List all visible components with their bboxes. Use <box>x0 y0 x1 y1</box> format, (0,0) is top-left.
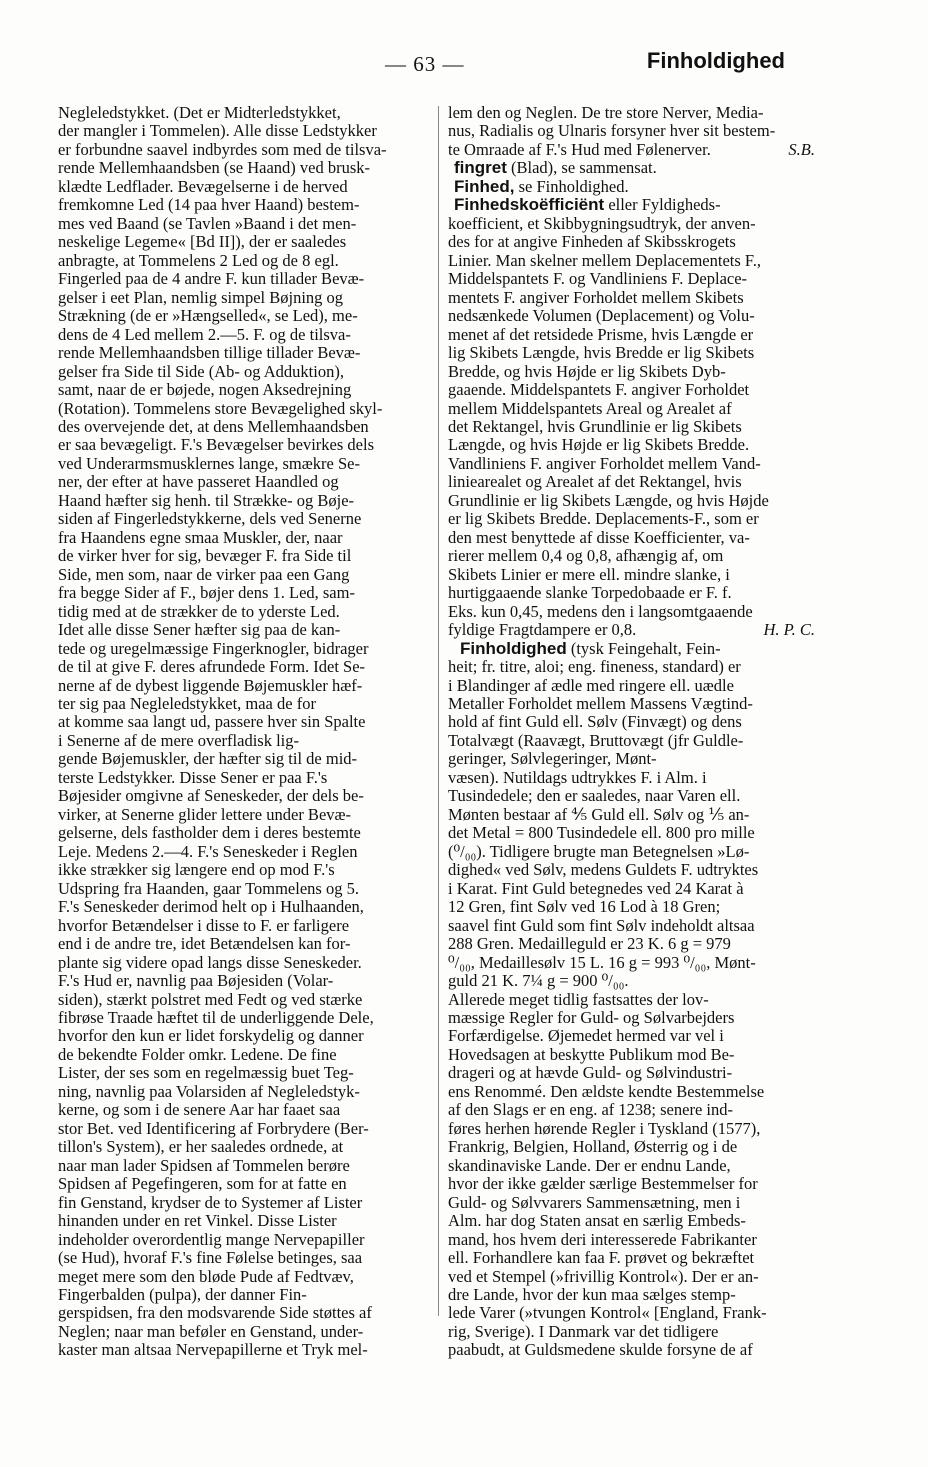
text-line: Længde, og hvis Højde er lig Skibets Bredde. <box>448 435 750 455</box>
text-line: des overvejende det, at dens Mellemhaandsben <box>58 416 369 436</box>
text-line: fibrøse Traade hæftet til de underliggende Dele, <box>58 1007 374 1027</box>
text-line: 288 Gren. Medailleguld er 23 K. 6 g = 979 <box>448 934 731 954</box>
text-line: dens de 4 Led mellem 2.—5. F. og de tilsva- <box>58 324 351 344</box>
text-line: de til at give F. deres afrundede Form. Idet Se- <box>58 657 366 677</box>
entry-head-finhedskoefficient: Finhedskoëfficiënt <box>454 195 605 215</box>
text-line: Haand hæfter sig henh. til Strække- og Bøje- <box>58 490 355 510</box>
text-line: 12 Gren, fint Sølv ved 16 Lod à 18 Gren; <box>448 897 721 917</box>
text-line: Fingerled paa de 4 andre F. kun tillader Bevæ- <box>58 269 365 289</box>
text-line: Lister, der ses som en regelmæssig buet Teg- <box>58 1063 354 1083</box>
text-line: anbragte, at Tommelens 2 Led og de 8 egl. <box>58 250 339 270</box>
text-line: gerspidsen, fra den modsvarende Side støttes af <box>58 1303 372 1323</box>
text-line: klædte Ledflader. Bevægelserne i de herved <box>58 176 348 196</box>
text-line: i Senerne af de mere overfladisk lig- <box>58 730 299 750</box>
entry-text: (tysk Feingehalt, Fein- <box>566 638 721 658</box>
text-line: stor Bet. ved Identificering af Forbrydere (Ber- <box>58 1118 369 1138</box>
entry-fingre-continuation <box>448 104 819 159</box>
text-line: siden), stærkt polstret med Fedt og ved stærke <box>58 989 363 1009</box>
text-line: hinanden under en ret Vinkel. Disse Lister <box>58 1211 337 1231</box>
text-line: naar man lader Spidsen af Tommelen berøre <box>58 1155 350 1175</box>
text-line: Side, men som, naar de virker paa een Gang <box>58 564 350 584</box>
text-line: Forfærdigelse. Øjemedet hermed var vel i <box>448 1026 724 1046</box>
text-line: hvor der ikke gælder særlige Bestemmelser for <box>448 1174 758 1194</box>
text-line: det Rektangel, hvis Grundlinie er lig Skibets <box>448 416 742 436</box>
text-line: F.'s Seneskeder derimod helt op i Hulhaanden, <box>58 897 364 917</box>
text-line: lig Skibets Længde, hvis Bredde er lig Skibets <box>448 343 755 363</box>
text-line: er saa bevægeligt. F.'s Bevægelser bevirkes dels <box>58 435 374 455</box>
author-signature: S.B. <box>788 139 815 159</box>
text-line: kaster man altsaa Nervepapillerne et Tryk mel- <box>58 1340 368 1360</box>
text-line: den mest benyttede af disse Koefficienter, va- <box>448 527 750 547</box>
text-line: Bøjesider omgivne af Seneskeder, der dels be- <box>58 786 364 806</box>
text-line: Udspring fra Haanden, gaar Tommelens og 5. <box>58 878 359 898</box>
text-line: ved et Stempel (»frivillig Kontrol«). Der er an- <box>448 1266 759 1286</box>
text-line: hurtiggaaende slanke Torpedobaade er F. f. <box>448 583 732 603</box>
text-line: F.'s Hud er, navnlig paa Bøjesiden (Volar- <box>58 971 334 991</box>
text-line: fra Haandens egne smaa Muskler, der, naar <box>58 527 343 547</box>
text-line: ikke strækker sig længere end op mod F.'s <box>58 860 335 880</box>
text-line: føres herhen hørende Regler i Tyskland (1577), <box>448 1118 761 1138</box>
text-line: mentets F. angiver Forholdet mellem Skibets <box>448 287 744 307</box>
text-line: meget mere som den bløde Pude af Fedtvæv, <box>58 1266 354 1286</box>
text-line: lem den og Neglen. De tre store Nerver, Media- <box>448 103 764 122</box>
text-line: af den Slags er en eng. af 1238; senere ind- <box>448 1100 733 1120</box>
text-line: lede Varer (»tvungen Kontrol« [England, Frank- <box>448 1303 767 1323</box>
column-divider <box>438 106 439 1316</box>
text-line: i Blandinger af ædle med ringere ell. uædle <box>448 675 734 695</box>
text-line: fyldige Fragtdampere er 0,8. <box>448 620 637 640</box>
text-line: Mønten bestaar af ⅘ Guld ell. Sølv og ⅕ an- <box>448 804 750 824</box>
text-line: Idet alle disse Sener hæfter sig paa de kan- <box>58 620 341 640</box>
text-line: Metaller Forholdet mellem Massens Vægtind- <box>448 694 753 713</box>
text-line: tillon's System), er her saaledes ordnede, at <box>58 1137 344 1157</box>
page-header <box>55 48 785 80</box>
text-line: (Rotation). Tommelens store Bevægelighed skyl- <box>58 398 383 418</box>
text-line: neskelige Legeme« [Bd II]), der er saaledes <box>58 232 347 252</box>
text-line: Vandliniens F. angiver Forholdet mellem Vand- <box>448 453 761 473</box>
text-line: er forbundne saavel indbyrdes som med de tilsva- <box>58 139 387 159</box>
text-line: siden af Fingerledstykkerne, dels ved Senerne <box>58 509 362 529</box>
text-line: Leje. Medens 2.—4. F.'s Seneskeder i Reglen <box>58 841 358 861</box>
entry-text-finhed: se Finholdighed. <box>514 176 629 196</box>
text-line: gelser fra Side til Side (Ab- og Adduktion), <box>58 361 344 381</box>
text-line: gaaende. Middelspantets F. angiver Forholdet <box>448 380 750 400</box>
text-line: koefficient, et Skibbygningsudtryk, der anven- <box>448 213 756 233</box>
entry-finhed <box>448 178 819 196</box>
text-line: des for at angive Finheden af Skibsskrogets <box>448 232 736 252</box>
text-line: Strækning (de er »Hængselled«, se Led), me- <box>58 306 358 326</box>
text-line: dighed« ved Sølv, medens Guldets F. udtryktes <box>448 860 759 880</box>
text-line: ved Underarmsmusklernes lange, smækre Se- <box>58 453 360 473</box>
text-line: tidig med at de strækker de to yderste Led. <box>58 601 340 621</box>
text-line: samt, naar de er bøjede, nogen Aksedrejning <box>58 380 352 400</box>
text-line: nerne af de dybest liggende Bøjemuskler hæf- <box>58 675 363 695</box>
entry-head-finholdighed: Finholdighed <box>460 638 567 658</box>
text-line: Hovedsagen at beskytte Publikum mod Be- <box>448 1044 735 1064</box>
text-line: Spidsen af Pegefingeren, som for at fatte en <box>58 1174 347 1194</box>
entry-fingret <box>448 159 819 177</box>
text-line: fremkomne Led (14 paa hver Haand) bestem- <box>58 195 360 215</box>
text-line: ⁰/₀₀, Medaillesølv 15 L. 16 g = 993 ⁰/₀₀, Mønt- <box>448 952 756 972</box>
text-line: Neglen; naar man beføler en Genstand, under- <box>58 1321 364 1341</box>
text-line: mes ved Baand (se Tavlen »Baand i det men- <box>58 213 357 233</box>
text-line: det Metal = 800 Tusindedele ell. 800 pro mille <box>448 823 755 843</box>
text-line: Negleledstykket. (Det er Midterledstykket, <box>58 103 341 122</box>
text-line: ning, navnlig paa Volarsiden af Negleledstyk- <box>58 1081 360 1101</box>
text-line: Guld- og Sølvvarers Sammensætning, men i <box>448 1192 741 1212</box>
text-line: er lig Skibets Bredde. Deplacements-F., som er <box>448 509 759 529</box>
text-line: ens Renommé. Den ældste kendte Bestemmelse <box>448 1081 765 1101</box>
text-line <box>448 640 819 658</box>
text-line: der mangler i Tommelen). Alle disse Ledstykker <box>58 121 377 141</box>
text-line: Tusindedele; den er saaledes, naar Varen ell. <box>448 786 741 806</box>
text-line: ner, der efter at have passeret Haandled og <box>58 472 339 492</box>
text-line: fra begge Sider af F., bøjer dens 1. Led, sam- <box>58 583 355 603</box>
text-line: Bredde, og hvis Højde er lig Skibets Dyb- <box>448 361 726 381</box>
text-line: dre Lande, hvor der kun maa sælges stemp- <box>448 1285 736 1304</box>
right-column <box>448 103 819 1360</box>
text-line: Grundlinie er lig Skibets Længde, og hvis Højde <box>448 490 769 510</box>
author-signature: H. P. C. <box>763 620 815 640</box>
text-line: Middelspantets F. og Vandliniens F. Deplace- <box>448 269 748 289</box>
text-line: rende Mellemhaandsben tillige tillader Bevæ- <box>58 343 361 363</box>
text-line: guld 21 K. 7¼ g = 900 ⁰/₀₀. <box>448 971 629 991</box>
text-line: ell. Forhandlere kan faa F. prøvet og bekræftet <box>448 1248 755 1268</box>
text-line: væsen). Nutildags udtrykkes F. i Alm. i <box>448 767 707 787</box>
text-line: heit; fr. titre, aloi; eng. fineness, standard) er <box>448 657 741 677</box>
text-line: Frankrig, Belgien, Holland, Østerrig og i de <box>448 1137 738 1157</box>
text-line: te Omraade af F.'s Hud med Følenerver. <box>448 139 711 159</box>
entry-head-fingret: fingret <box>454 158 507 178</box>
text-line: menet af det retsidede Prisme, hvis Længde er <box>448 324 754 344</box>
text-line: Allerede meget tidlig fastsattes der lov- <box>448 989 709 1009</box>
text-line: i Karat. Fint Guld betegnedes ved 24 Karat à <box>448 878 744 898</box>
text-line: kerne, og som i de senere Aar har faaet saa <box>58 1100 341 1120</box>
text-line: drageri og at hævde Guld- og Sølvindustri- <box>448 1063 733 1083</box>
left-column <box>58 103 433 1360</box>
text-line: at komme saa langt ud, passere hver sin Spalte <box>58 712 366 732</box>
text-line: gelser i eet Plan, nemlig simpel Bøjning og <box>58 287 344 307</box>
text-line: de virker hver for sig, bevæger F. fra Side til <box>58 546 352 566</box>
running-head: Finholdighed <box>646 48 785 73</box>
text-line: ter sig paa Negleledstykket, maa de for <box>58 694 316 713</box>
text-line: gende Bøjemuskler, der hæfter sig til de mid- <box>58 749 358 769</box>
text-line: end i de andre tre, idet Betændelsen kan for- <box>58 934 351 954</box>
text-line: nus, Radialis og Ulnaris forsyner hver sit bestem- <box>448 121 776 141</box>
text-line: rierer mellem 0,4 og 0,8, afhængig af, om <box>448 546 724 566</box>
text-line: indeholder overordentlig mange Nervepapiller <box>58 1229 365 1249</box>
entry-head-finhed: Finhed, <box>454 176 515 196</box>
text-line: hvorfor den kun er lidet forskydelig og danner <box>58 1026 364 1046</box>
text-line: (⁰/₀₀). Tidligere brugte man Betegnelsen »Lø- <box>448 841 750 861</box>
text-line: Fingerbalden (pulpa), der danner Fin- <box>58 1285 307 1304</box>
text-line: paabudt, at Guldsmedene skulde forsyne de af <box>448 1340 753 1360</box>
text-line: hold af fint Guld ell. Sølv (Finvægt) og dens <box>448 712 742 732</box>
page-number: — 63 — <box>385 52 465 76</box>
text-line: hvorfor Betændelser i disse to F. er farligere <box>58 915 350 935</box>
text-line: mand, hos hvem deri interesserede Fabrikanter <box>448 1229 757 1249</box>
text-line: skandinaviske Lande. Der er endnu Lande, <box>448 1155 731 1175</box>
text-line: mæssige Regler for Guld- og Sølvarbejders <box>448 1007 735 1027</box>
text-line: tede og uregelmæssige Fingerknogler, bidrager <box>58 638 369 658</box>
text-line: plante sig videre opad langs disse Seneskeder. <box>58 952 362 972</box>
text-line: saavel fint Guld som fint Sølv indeholdt altsaa <box>448 915 755 935</box>
text-line: Totalvægt (Raavægt, Bruttovægt (jfr Guldle- <box>448 730 744 750</box>
text-line: rende Mellemhaandsben (se Haand) ved brusk- <box>58 158 371 178</box>
text-line: fin Genstand, krydser de to Systemer af Lister <box>58 1192 363 1212</box>
text-line: virker, at Senerne glider lettere under Bevæ- <box>58 804 352 824</box>
text-line: Alm. har dog Staten ansat en særlig Embeds- <box>448 1211 746 1231</box>
text-line: Skibets Linier er mere ell. mindre slanke, i <box>448 564 730 584</box>
text-line: de bekendte Folder omkr. Ledene. De fine <box>58 1044 337 1064</box>
text-line: Eks. kun 0,45, medens den i langsomtgaaende <box>448 601 753 621</box>
text-line: liniearealet og Arealet af det Rektangel, hvis <box>448 472 742 492</box>
text-line: terste Ledstykker. Disse Sener er paa F.'s <box>58 767 328 787</box>
entry-text: eller Fyldigheds- <box>604 195 721 215</box>
text-line: gelserne, dels fastholder dem i deres bestemte <box>58 823 361 843</box>
entry-text-fingret: (Blad), se sammensat. <box>506 158 657 178</box>
entry-finhedskoefficient <box>448 196 819 639</box>
text-line: geringer, Sølvlegeringer, Mønt- <box>448 749 657 769</box>
text-line: mellem Middelspantets Areal og Arealet af <box>448 398 732 418</box>
text-line: nedsænkede Volumen (Deplacement) og Volu- <box>448 306 755 326</box>
text-line: Linier. Man skelner mellem Deplacementets F., <box>448 250 762 270</box>
text-line: rig, Sverige). I Danmark var det tidligere <box>448 1321 719 1341</box>
entry-finholdighed <box>448 640 819 1360</box>
text-line: (se Hud), hvoraf F.'s fine Følelse betinges, saa <box>58 1248 363 1268</box>
text-line <box>448 196 819 214</box>
